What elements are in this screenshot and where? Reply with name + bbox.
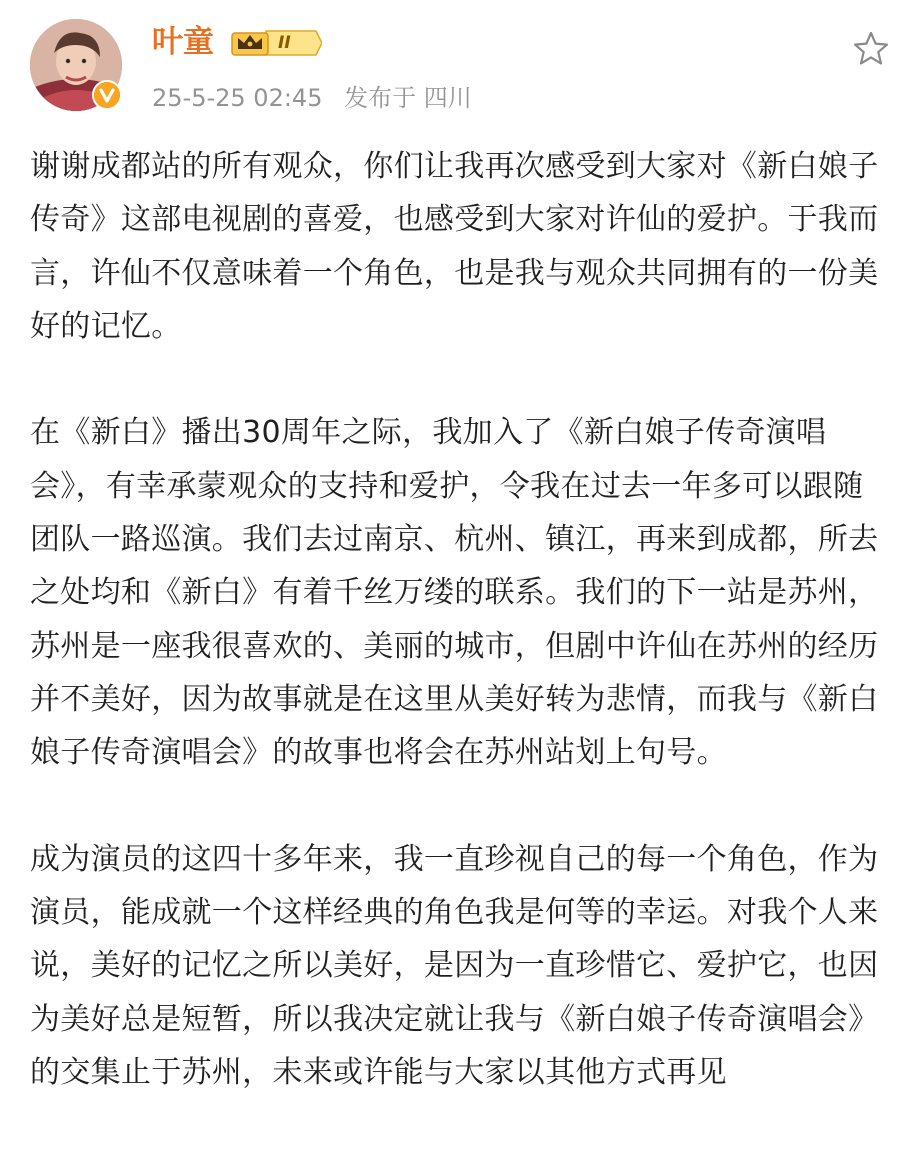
post-meta [152,80,486,116]
post-content [30,140,890,1099]
paragraph-2: 在《新白》播出30周年之际，我加入了《新白娘子传奇演唱会》，有幸承蒙观众的支持和爱护，令我在过去一年多可以跟随团队一路巡演。我们去过南京、杭州、镇江，再来到成都，所去之处均和《新白》有着千丝万缕的联系。我们的下一站是苏州，苏州是一座我很喜欢的、美丽的城市，但剧中许仙在苏州的经历并不美好，因为故事就是在这里从美好转为悲情，而我与《新白娘子传奇演唱会》的故事也将会在苏州站划上句号。 [30,415,879,771]
post-header [0,0,922,125]
level-badge-label: II [278,33,291,53]
paragraph-gap [30,353,890,406]
star-icon [852,30,890,68]
verified-v-icon [92,80,122,110]
paragraph-3: 成为演员的这四十多年来，我一直珍视自己的每一个角色，作为演员，能成就一个这样经典的角色我是何等的幸运。对我个人来说，美好的记忆之所以美好，是因为一直珍惜它、爱护它，也因为美好总是短暂，所以我决定就让我与《新白娘子传奇演唱会》的交集止于苏州，未来或许能与大家以其他方式再见 [30,841,879,1091]
post-time: 25-5-25 02:45 [152,84,323,112]
paragraph-gap [30,780,890,833]
favorite-button[interactable] [852,30,890,68]
post-location: 发布于 四川 [344,84,472,112]
paragraph-1: 谢谢成都站的所有观众，你们让我再次感受到大家对《新白娘子传奇》这部电视剧的喜爱，也感受到大家对许仙的爱护。于我而言，许仙不仅意味着一个角色，也是我与观众共同拥有的一份美好的记忆。 [30,149,879,344]
crown-level-icon [230,27,322,59]
username[interactable]: 叶童 [152,24,214,60]
